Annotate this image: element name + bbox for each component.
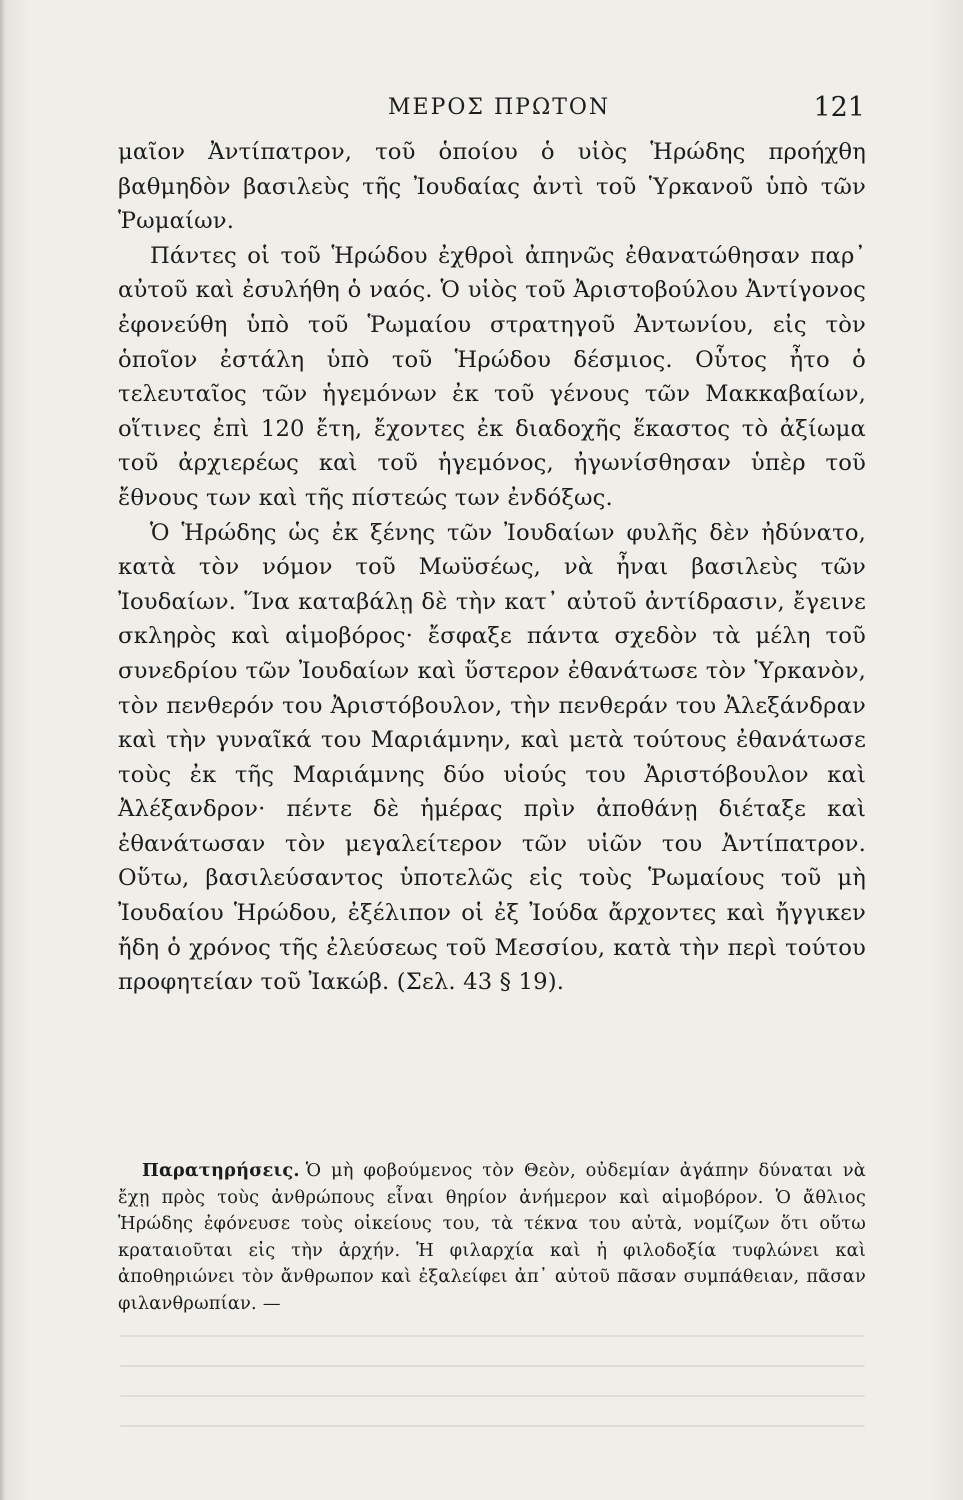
paragraph-2: Πάντες οἱ τοῦ Ἡρώδου ἐχθροὶ ἀπηνῶς ἐθανατώθησαν παρ᾽ αὐτοῦ καὶ ἐσυλήθη ὁ ναός. Ὁ υἱὸς τοῦ Ἀριστοβούλου Ἀντίγονος ἐφονεύθη ὑπὸ τοῦ Ῥωμαίου στρατηγοῦ Ἀντωνίου, εἰς τὸν ὁποῖον ἐστάλη ὑπὸ τοῦ Ἡρώδου δέσμιος. Οὗτος ἦτο ὁ τελευταῖος τῶν ἡγεμόνων ἐκ τοῦ γένους τῶν Μακκαβαίων, οἵτινες ἐπὶ 120 ἔτη, ἔχοντες ἐκ διαδοχῆς ἕκαστος τὸ ἀξίωμα τοῦ ἀρχιερέως καὶ τοῦ ἡγεμόνος, ἠγωνίσθησαν ὑπὲρ τοῦ ἔθνους των καὶ τῆς πίστεώς των ἐνδόξως. [118,242,866,511]
page-spine-shadow [0,0,6,1500]
observations-note [118,1158,866,1318]
body-text [118,135,866,1000]
page-number: 121 [813,92,865,123]
running-head: ΜΕΡΟΣ ΠΡΩΤΟΝ [388,95,611,120]
note-text: Ὁ μὴ φοβούμενος τὸν Θεὸν, οὐδεμίαν ἀγάπην δύναται νὰ ἔχῃ πρὸς τοὺς ἀνθρώπους εἶναι θηρίον ἀνήμερον καὶ αἱμοβόρον. Ὁ ἄθλιος Ἡρώδης ἐφόνευσε τοὺς οἰκείους του, τὰ τέκνα του αὐτὰ, νομίζων ὅτι οὕτω κραταιοῦται εἰς τὴν ἀρχήν. Ἡ φιλαρχία καὶ ἡ φιλοδοξία τυφλώνει καὶ ἀποθηριώνει τὸν ἄνθρωπον καὶ ἐξαλείφει ἀπ᾽ αὐτοῦ πᾶσαν συμπάθειαν, πᾶσαν φιλανθρωπίαν. — [118,1160,866,1314]
page-header [120,88,865,128]
bleed-line [120,1335,865,1337]
bleed-line [120,1395,865,1397]
bleed-line [120,1365,865,1367]
paragraph-1: μαῖον Ἀντίπατρον, τοῦ ὁποίου ὁ υἱὸς Ἡρώδης προήχθη βαθμηδὸν βασιλεὺς τῆς Ἰουδαίας ἀντὶ τοῦ Ὑρκανοῦ ὑπὸ τῶν Ῥωμαίων. [118,139,866,235]
note-label: Παρατηρήσεις. [142,1160,300,1181]
show-through-text [120,1335,865,1455]
bleed-line [120,1425,865,1427]
paragraph-3: Ὁ Ἡρώδης ὡς ἐκ ξένης τῶν Ἰουδαίων φυλῆς δὲν ἠδύνατο, κατὰ τὸν νόμον τοῦ Μωϋσέως, νὰ ἦναι βασιλεὺς τῶν Ἰουδαίων. Ἵνα καταβάλῃ δὲ τὴν κατ᾽ αὐτοῦ ἀντίδρασιν, ἔγεινε σκληρὸς καὶ αἱμοβόρος· ἔσφαξε πάντα σχεδὸν τὰ μέλη τοῦ συνεδρίου τῶν Ἰουδαίων καὶ ὕστερον ἐθανάτωσε τὸν Ὑρκανὸν, τὸν πενθερόν του Ἀριστόβουλον, τὴν πενθεράν του Ἀλεξάνδραν καὶ τὴν γυναῖκά του Μαριάμνην, καὶ μετὰ τούτους ἐθανάτωσε τοὺς ἐκ τῆς Μαριάμνης δύο υἱούς του Ἀριστόβουλον καὶ Ἀλέξανδρον· πέντε δὲ ἡμέρας πρὶν ἀποθάνῃ διέταξε καὶ ἐθανάτωσαν τὸν μεγαλείτερον τῶν υἱῶν του Ἀντίπατρον. Οὕτω, βασιλεύσαντος ὑποτελῶς εἰς τοὺς Ῥωμαίους τοῦ μὴ Ἰουδαίου Ἡρώδου, ἐξέλιπον οἱ ἐξ Ἰούδα ἄρχοντες καὶ ἤγγικεν ἤδη ὁ χρόνος τῆς ἐλεύσεως τοῦ Μεσσίου, κατὰ τὴν περὶ τούτου προφητείαν τοῦ Ἰακώβ. (Σελ. 43 § 19). [118,519,866,996]
